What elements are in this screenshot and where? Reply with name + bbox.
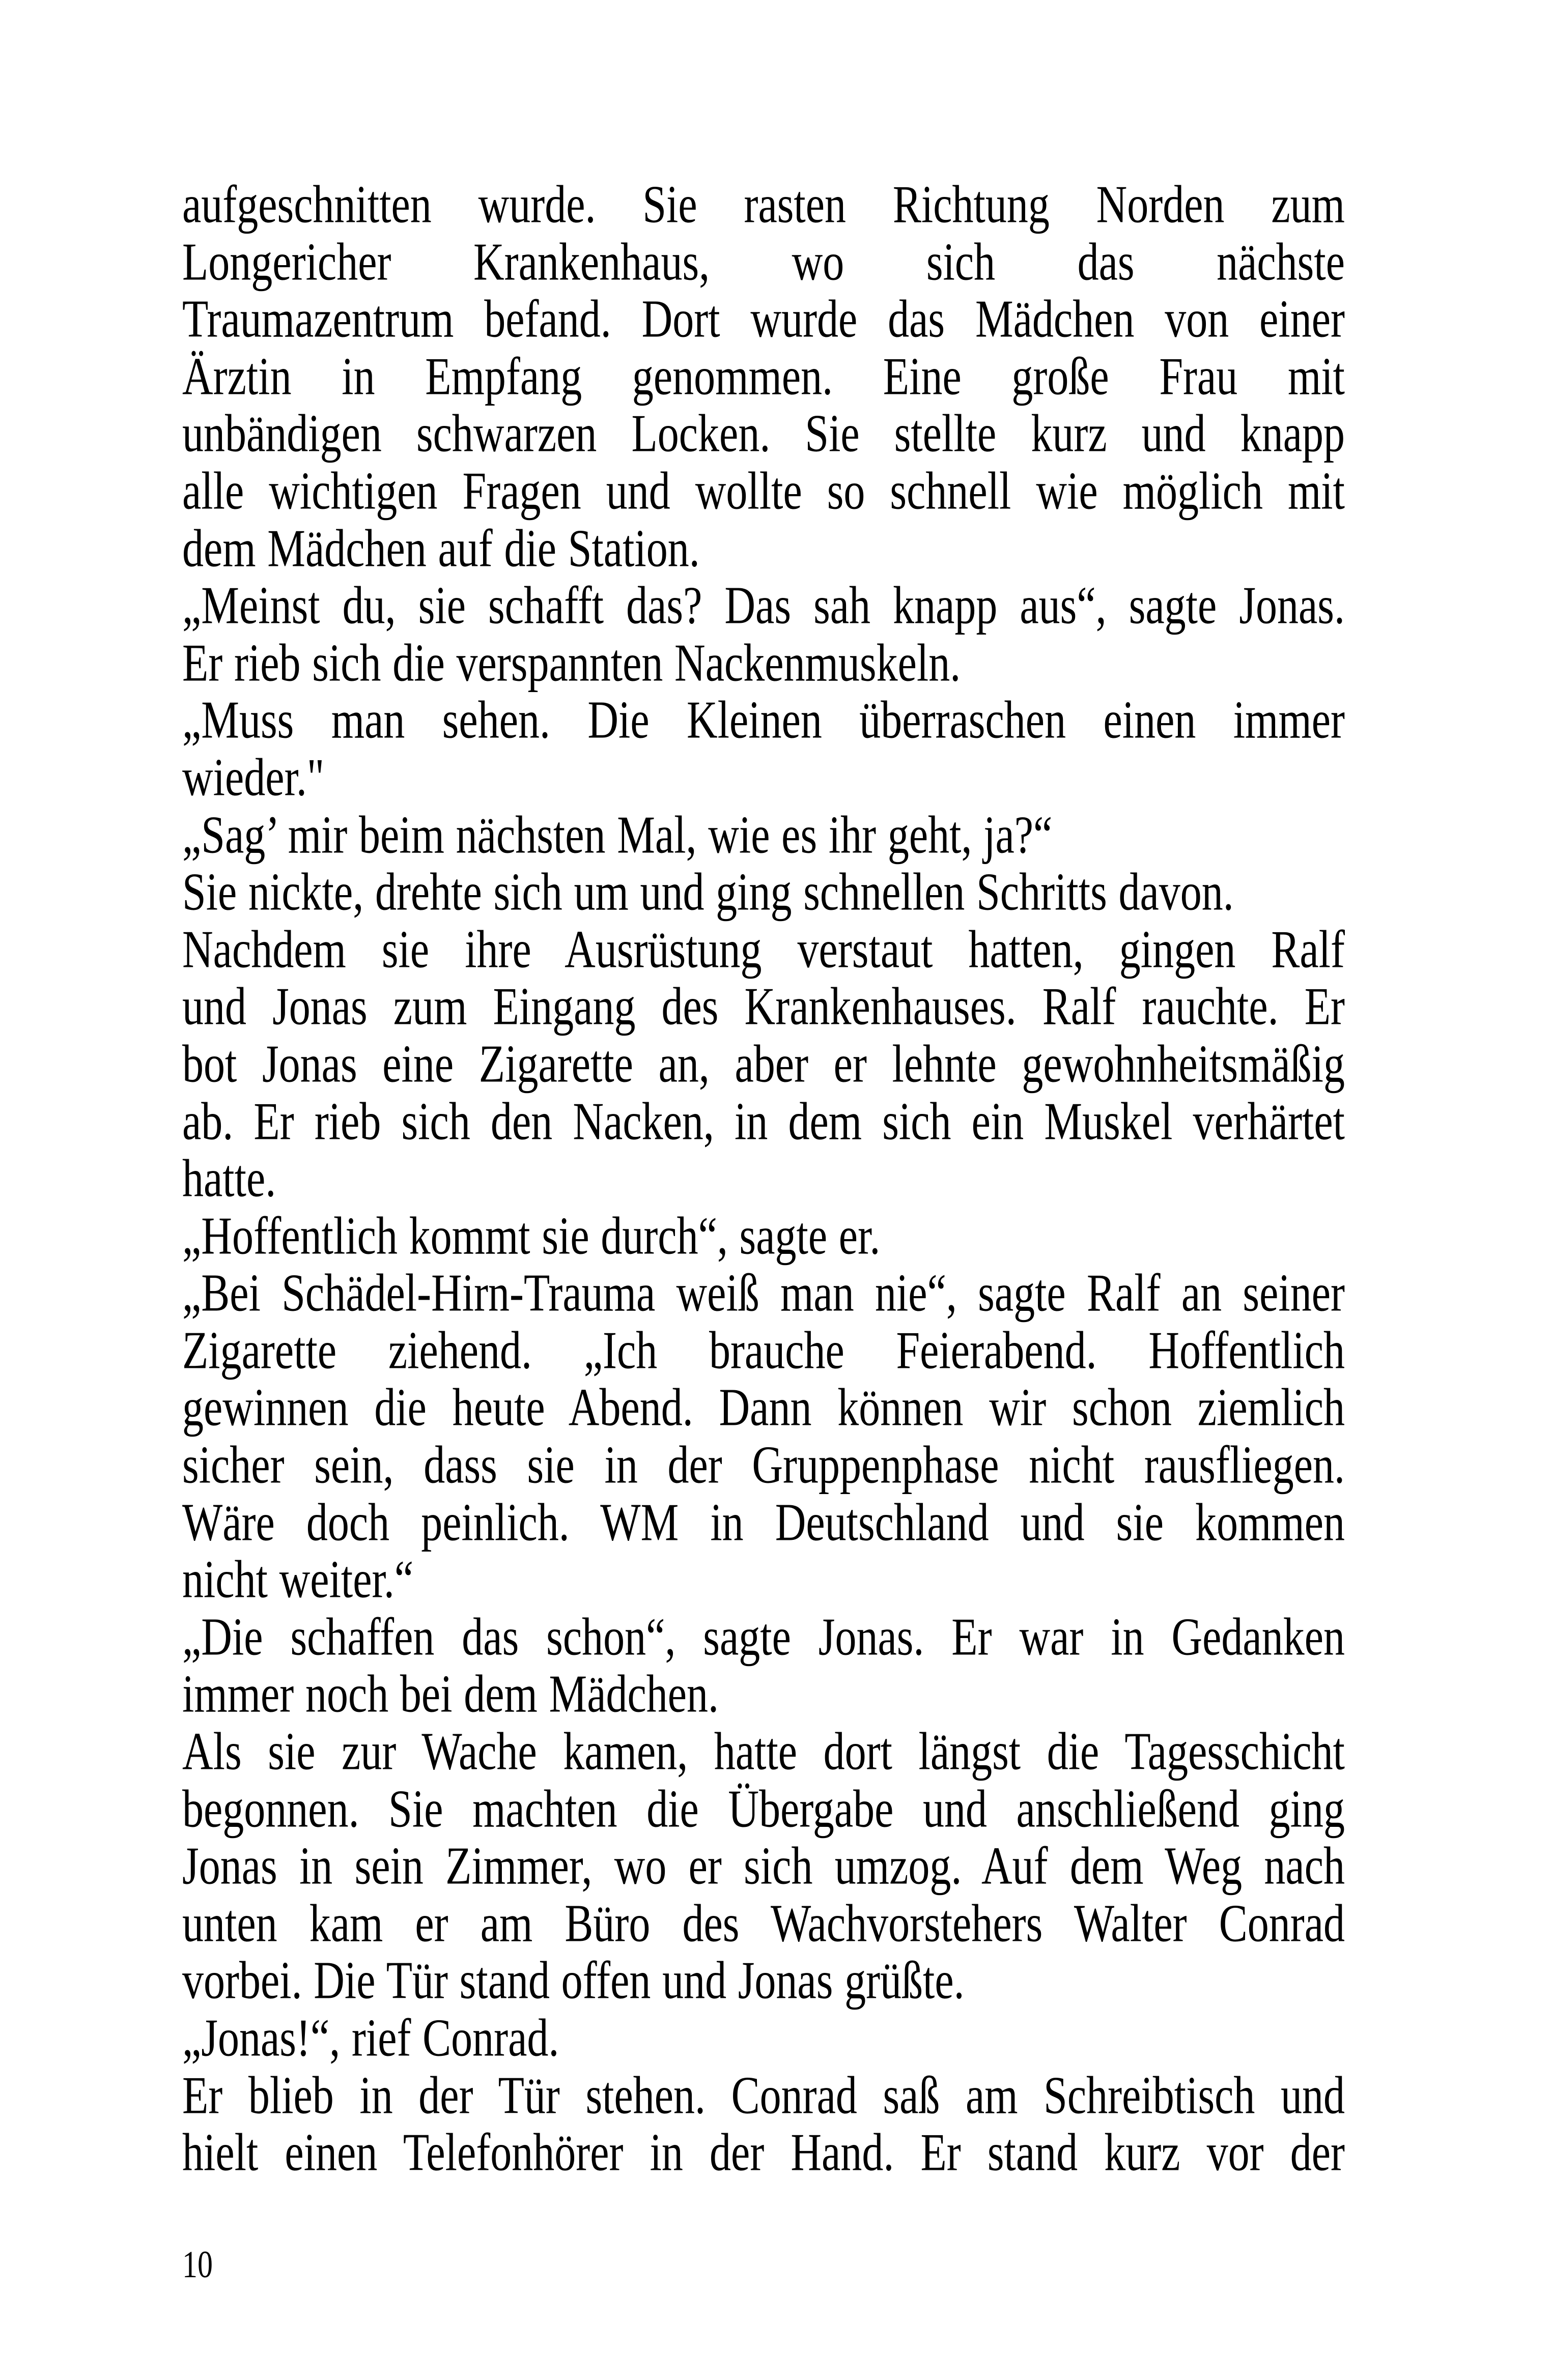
text-line: Longericher Krankenhaus, wo sich das nächste: [182, 232, 1345, 292]
text-line: „Hoffentlich kommt sie durch“, sagte er.: [182, 1206, 881, 1266]
text-line: gewinnen die heute Abend. Dann können wir schon ziemlich: [182, 1378, 1345, 1438]
text-line: Sie nickte, drehte sich um und ging schnellen Schritts davon.: [182, 863, 1234, 922]
text-line: dem Mädchen auf die Station.: [182, 519, 700, 578]
text-line: aufgeschnitten wurde. Sie rasten Richtung Norden zum: [182, 175, 1345, 235]
text-block: [182, 175, 1345, 2186]
text-line: Ärztin in Empfang genommen. Eine große Frau mit: [182, 347, 1345, 407]
text-line: Er blieb in der Tür stehen. Conrad saß am Schreibtisch und: [182, 2066, 1345, 2125]
text-line: unbändigen schwarzen Locken. Sie stellte kurz und knapp: [182, 404, 1345, 464]
text-line: „Meinst du, sie schafft das? Das sah knapp aus“, sagte Jonas.: [182, 576, 1345, 636]
text-line: nicht weiter.“: [182, 1550, 414, 1610]
text-line: und Jonas zum Eingang des Krankenhauses. Ralf rauchte. Er: [182, 977, 1345, 1037]
text-line: hatte.: [182, 1149, 276, 1209]
text-line: „Muss man sehen. Die Kleinen überraschen einen immer: [182, 691, 1345, 750]
text-line: vorbei. Die Tür stand offen und Jonas grüßte.: [182, 1951, 965, 2011]
text-line: unten kam er am Büro des Wachvorstehers Walter Conrad: [182, 1894, 1345, 1954]
text-line: Er rieb sich die verspannten Nackenmuskeln.: [182, 633, 961, 693]
text-line: „Sag’ mir beim nächsten Mal, wie es ihr geht, ja?“: [182, 805, 1053, 865]
text-line: wieder.": [182, 748, 325, 808]
text-line: Als sie zur Wache kamen, hatte dort längst die Tagesschicht: [182, 1722, 1345, 1782]
text-line: alle wichtigen Fragen und wollte so schnell wie möglich mit: [182, 462, 1345, 521]
text-line: „Jonas!“, rief Conrad.: [182, 2009, 559, 2068]
text-line: ab. Er rieb sich den Nacken, in dem sich ein Muskel verhärtet: [182, 1092, 1345, 1151]
text-line: Nachdem sie ihre Ausrüstung verstaut hatten, gingen Ralf: [182, 920, 1345, 980]
text-line: Jonas in sein Zimmer, wo er sich umzog. Auf dem Weg nach: [182, 1837, 1345, 1896]
text-line: begonnen. Sie machten die Übergabe und anschließend ging: [182, 1779, 1345, 1839]
text-line: immer noch bei dem Mädchen.: [182, 1665, 719, 1724]
text-line: „Die schaffen das schon“, sagte Jonas. Er war in Gedanken: [182, 1607, 1345, 1667]
text-line: hielt einen Telefonhörer in der Hand. Er stand kurz vor der: [182, 2123, 1345, 2183]
page-number: 10: [182, 2243, 213, 2286]
text-line: bot Jonas eine Zigarette an, aber er lehnte gewohnheitsmäßig: [182, 1035, 1345, 1094]
text-line: „Bei Schädel-Hirn-Trauma weiß man nie“, sagte Ralf an seiner: [182, 1264, 1345, 1323]
text-line: Zigarette ziehend. „Ich brauche Feierabend. Hoffentlich: [182, 1321, 1345, 1381]
text-line: Traumazentrum befand. Dort wurde das Mädchen von einer: [182, 290, 1345, 349]
text-line: Wäre doch peinlich. WM in Deutschland und sie kommen: [182, 1493, 1345, 1553]
text-line: sicher sein, dass sie in der Gruppenphase nicht rausfliegen.: [182, 1436, 1345, 1495]
